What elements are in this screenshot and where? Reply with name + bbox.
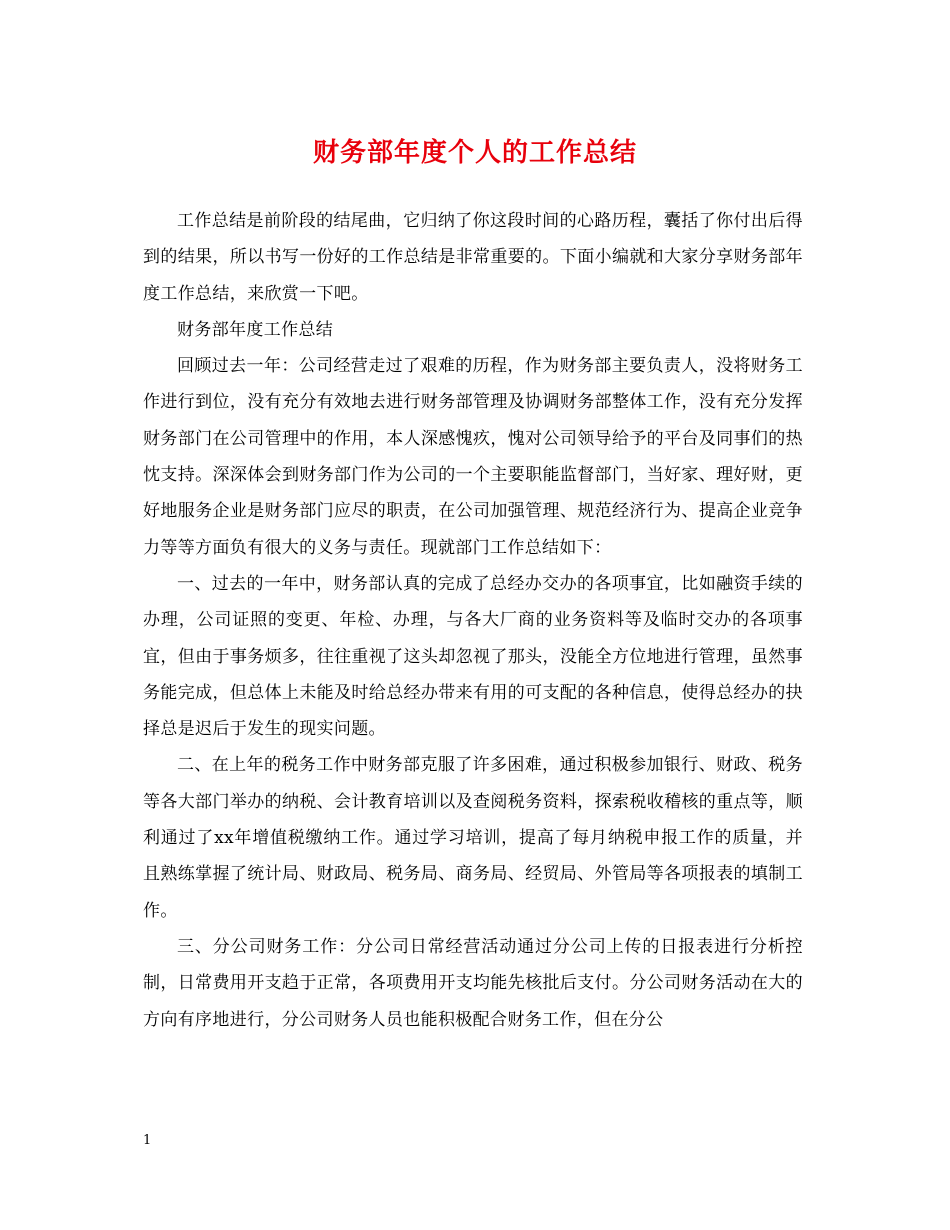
section-heading: 财务部年度工作总结: [177, 319, 334, 340]
paragraph: 回顾过去一年：公司经营走过了艰难的历程，作为财务部主要负责人，没将财务工作进行到位，没有充分有效地去进行财务部管理及协调财务部整体工作，没有充分发挥财务部门在公司管理中的作用，本人深感愧疚，愧对公司领导给予的平台及同事们的热忱支持。深深体会到财务部门作为公司的一个主要职能监督部门，当好家、理好财，更好地服务企业是财务部门应尽的职责，在公司加强管理、规范经济行为、提高企业竞争力等等方面负有很大的义务与责任。现就部门工作总结如下：: [143, 356, 803, 558]
paragraph: 工作总结是前阶段的结尾曲，它归纳了你这段时间的心路历程，囊括了你付出后得到的结果，所以书写一份好的工作总结是非常重要的。下面小编就和大家分享财务部年度工作总结，来欣赏一下吧。: [143, 211, 803, 304]
paragraph: 三、分公司财务工作：分公司日常经营活动通过分公司上传的日报表进行分析控制，日常费用开支趋于正常，各项费用开支均能先核批后支付。分公司财务活动在大的方向有序地进行，分公司财务人员也能积极配合财务工作，但在分公: [143, 936, 803, 1030]
document-title: 财务部年度个人的工作总结: [312, 138, 637, 168]
paragraph: 一、过去的一年中，财务部认真的完成了总经办交办的各项事宜，比如融资手续的办理，公司证照的变更、年检、办理，与各大厂商的业务资料等及临时交办的各项事宜，但由于事务烦多，往往重视了这头却忽视了那头，没能全方位地进行管理，虽然事务能完成，但总体上未能及时给总经办带来有用的可支配的各种信息，使得总经办的抉择总是迟后于发生的现实问题。: [143, 573, 803, 740]
document-body: [143, 203, 803, 1038]
page-number: 1: [143, 1133, 152, 1148]
paragraph: 二、在上年的税务工作中财务部克服了许多困难，通过积极参加银行、财政、税务等各大部门举办的纳税、会计教育培训以及查阅税务资料，探索税收稽核的重点等，顺利通过了xx年增值税缴纳工作。通过学习培训，提高了每月纳税申报工作的质量，并且熟练掌握了统计局、财政局、税务局、商务局、经贸局、外管局等各项报表的填制工作。: [143, 755, 803, 921]
